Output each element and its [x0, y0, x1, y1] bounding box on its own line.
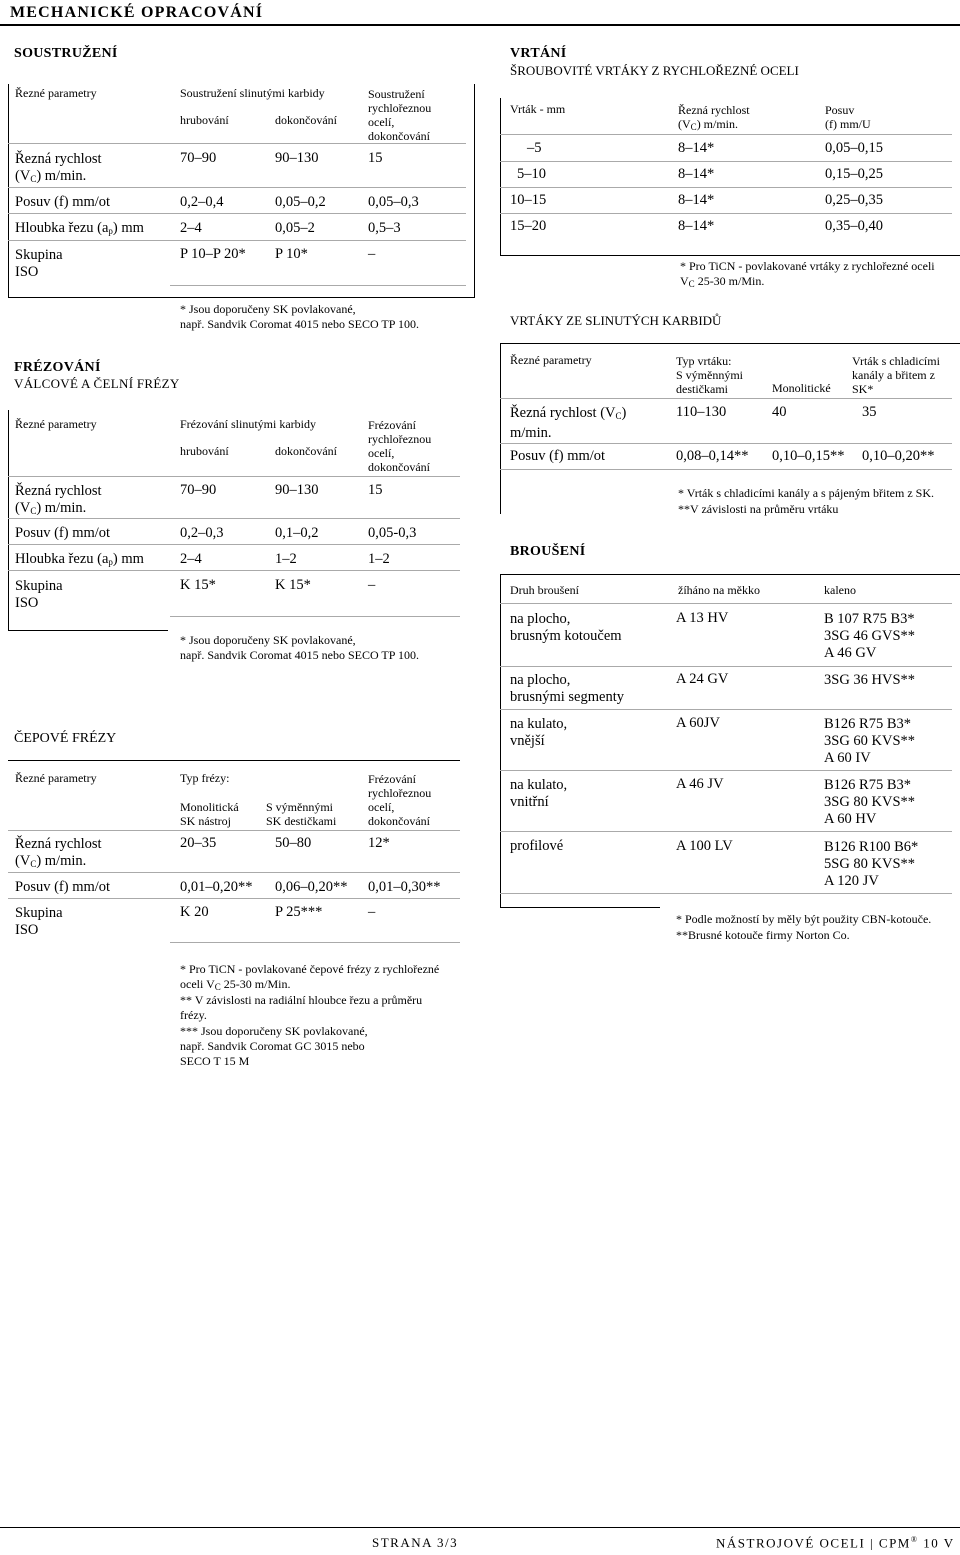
- drilling-row-1-feed: 0,05–0,15: [825, 140, 883, 156]
- turning-depth-finish: 0,05–2: [275, 220, 315, 236]
- turning-header-carbide: Soustružení slinutými karbidy: [180, 86, 325, 100]
- turning-speed-label: Řezná rychlost $(V_C)$ m/min.: [15, 151, 102, 184]
- grinding-row-1-hard: B 107 R75 B3* 3SG 46 GVS** A 46 GV: [824, 611, 916, 661]
- carbide-speed-insert: 110–130: [676, 404, 727, 420]
- endmill-speed-hss: 12*: [368, 835, 390, 851]
- drilling-row-3-feed: 0,25–0,35: [825, 192, 883, 208]
- turning-header-finish: dokončování: [275, 113, 337, 127]
- turning-group-finish: P 10*: [275, 246, 308, 262]
- endmill-header-hss: Frézování rychlořeznou ocelí, dokončování: [368, 772, 432, 828]
- grinding-row-2-hard: 3SG 36 HVS**: [824, 672, 916, 688]
- grinding-row-1-soft: A 13 HV: [676, 610, 729, 626]
- milling-feed-label: Posuv (f) mm/ot: [15, 525, 111, 541]
- milling-subtitle: VÁLCOVÉ A ČELNÍ FRÉZY: [14, 376, 180, 391]
- footer-page-number: STRANA 3/3: [372, 1535, 459, 1550]
- milling-header-params: Řezné parametry: [15, 417, 97, 431]
- grinding-header-soft: žíháno na měkko: [678, 583, 760, 597]
- carbide-speed-label: Řezná rychlost $(V_C)$ m/min.: [510, 405, 627, 441]
- endmill-group-insert: P 25***: [275, 904, 323, 920]
- drilling-subtitle: ŠROUBOVITÉ VRTÁKY Z RYCHLOŘEZNÉ OCELI: [510, 63, 799, 78]
- carbide-feed-label: Posuv (f) mm/ot: [510, 448, 606, 464]
- carbide-speed-cool: 35: [862, 404, 877, 420]
- endmill-header-params: Řezné parametry: [15, 771, 97, 785]
- grinding-header-type: Druh broušení: [510, 583, 579, 597]
- milling-group-hss: –: [368, 577, 376, 593]
- drilling-row-2-speed: 8–14*: [678, 166, 715, 182]
- turning-depth-hss: 0,5–3: [368, 220, 401, 236]
- milling-feed-finish: 0,1–0,2: [275, 525, 319, 541]
- endmill-feed-insert: 0,06–0,20**: [275, 879, 348, 895]
- milling-speed-hss: 15: [368, 482, 383, 498]
- grinding-row-4-soft: A 46 JV: [676, 776, 724, 792]
- drilling-row-4-drill: 15–20: [510, 218, 547, 234]
- turning-speed-rough: 70–90: [180, 150, 217, 166]
- drilling-title: VRTÁNÍ: [510, 46, 567, 61]
- carbide-header-type: Typ vrtáku: S výměnnými destičkami: [676, 354, 744, 396]
- grinding-row-4-hard: B126 R75 B3* 3SG 80 KVS** A 60 HV: [824, 777, 916, 827]
- footer-brand: NÁSTROJOVÉ OCELI | CPM® 10 V: [716, 1535, 955, 1551]
- milling-group-rough: K 15*: [180, 577, 216, 593]
- milling-feed-rough: 0,2–0,3: [180, 525, 224, 541]
- milling-header-carbide: Frézování slinutými karbidy: [180, 417, 316, 431]
- milling-group-finish: K 15*: [275, 577, 311, 593]
- carbide-header-mono: Monolitické: [772, 381, 831, 395]
- turning-speed-hss: 15: [368, 150, 383, 166]
- drilling-header-feed: Posuv (f) mm/U: [825, 103, 871, 131]
- turning-speed-finish: 90–130: [275, 150, 319, 166]
- endmill-group-mono: K 20: [180, 904, 209, 920]
- endmill-header-type: Typ frézy:: [180, 771, 230, 785]
- endmill-note-3: *** Jsou doporučeny SK povlakované, např. Sandvik Coromat GC 3015 nebo SECO T 15 M: [180, 1024, 368, 1068]
- endmill-header-insert: S výměnnými SK destičkami: [266, 800, 337, 828]
- carbide-speed-mono: 40: [772, 404, 787, 420]
- endmill-feed-hss: 0,01–0,30**: [368, 879, 441, 895]
- grinding-row-2-label: na plocho, brusnými segmenty: [510, 672, 624, 705]
- drilling-row-1-speed: 8–14*: [678, 140, 715, 156]
- header-rule: [0, 24, 960, 26]
- endmill-note-2: ** V závislosti na radiální hloubce řezu a průměru frézy.: [180, 993, 423, 1022]
- milling-depth-hss: 1–2: [368, 551, 390, 567]
- milling-header-finish: dokončování: [275, 444, 337, 458]
- grinding-row-3-soft: A 60JV: [676, 715, 720, 731]
- turning-feed-finish: 0,05–0,2: [275, 194, 326, 210]
- drilling-row-4-feed: 0,35–0,40: [825, 218, 883, 234]
- endmill-speed-label: Řezná rychlost $(V_C)$ m/min.: [15, 836, 102, 869]
- drilling-row-3-drill: 10–15: [510, 192, 547, 208]
- carbide-feed-mono: 0,10–0,15**: [772, 448, 845, 464]
- drilling-row-1-drill: –5: [527, 140, 542, 156]
- carbide-note-1: * Vrták s chladicími kanály a s pájeným břitem z SK.: [678, 486, 934, 500]
- carbide-note-2: **V závislosti na průměru vrtáku: [678, 502, 839, 516]
- turning-header-params: Řezné parametry: [15, 86, 97, 100]
- turning-header-hss: Soustružení rychlořeznou ocelí, dokončování: [368, 87, 432, 143]
- endmill-title: ČEPOVÉ FRÉZY: [14, 731, 117, 746]
- turning-group-label: Skupina ISO: [15, 247, 63, 280]
- endmill-feed-mono: 0,01–0,20**: [180, 879, 253, 895]
- grinding-row-5-label: profilové: [510, 838, 564, 854]
- grinding-note-2: **Brusné kotouče firmy Norton Co.: [676, 928, 850, 942]
- milling-title: FRÉZOVÁNÍ: [14, 360, 101, 375]
- grinding-header-hard: kaleno: [824, 583, 856, 597]
- grinding-row-1-label: na plocho, brusným kotoučem: [510, 611, 622, 644]
- turning-feed-label: Posuv (f) mm/ot: [15, 194, 111, 210]
- drilling-row-4-speed: 8–14*: [678, 218, 715, 234]
- endmill-speed-mono: 20–35: [180, 835, 217, 851]
- turning-feed-rough: 0,2–0,4: [180, 194, 224, 210]
- drilling-header-speed: Řezná rychlost $(V_C)$ m/min.: [678, 103, 750, 132]
- turning-title: SOUSTRUŽENÍ: [14, 46, 118, 61]
- carbide-drill-title: VRTÁKY ZE SLINUTÝCH KARBIDŮ: [510, 313, 722, 328]
- grinding-row-5-soft: A 100 LV: [676, 838, 733, 854]
- turning-note: * Jsou doporučeny SK povlakované, např. Sandvik Coromat 4015 nebo SECO TP 100.: [180, 302, 419, 331]
- endmill-feed-label: Posuv (f) mm/ot: [15, 879, 111, 895]
- milling-header-rough: hrubování: [180, 444, 229, 458]
- drilling-row-3-speed: 8–14*: [678, 192, 715, 208]
- drilling-row-2-drill: 5–10: [517, 166, 546, 182]
- grinding-row-2-soft: A 24 GV: [676, 671, 729, 687]
- milling-speed-finish: 90–130: [275, 482, 319, 498]
- endmill-speed-insert: 50–80: [275, 835, 312, 851]
- grinding-note-1: * Podle možností by měly být použity CBN-kotouče.: [676, 912, 932, 926]
- endmill-group-hss: –: [368, 904, 376, 920]
- page-title: MECHANICKÉ OPRACOVÁNÍ: [10, 4, 264, 21]
- grinding-row-4-label: na kulato, vnitřní: [510, 777, 568, 810]
- endmill-note-1: * Pro TiCN - povlakované čepové frézy z rychlořezné oceli $V_C$ 25-30 m/Min.: [180, 962, 440, 992]
- endmill-header-mono: Monolitická SK nástroj: [180, 800, 239, 828]
- milling-depth-rough: 2–4: [180, 551, 202, 567]
- carbide-header-params: Řezné parametry: [510, 353, 592, 367]
- turning-depth-label: Hloubka řezu $(a_p)$ mm: [15, 220, 144, 236]
- milling-speed-label: Řezná rychlost $(V_C)$ m/min.: [15, 483, 102, 516]
- milling-header-hss: Frézování rychlořeznou ocelí, dokončování: [368, 418, 432, 474]
- milling-note: * Jsou doporučeny SK povlakované, např. Sandvik Coromat 4015 nebo SECO TP 100.: [180, 633, 419, 662]
- turning-header-rough: hrubování: [180, 113, 229, 127]
- drilling-header-drill: Vrták - mm: [510, 102, 566, 116]
- endmill-group-label: Skupina ISO: [15, 905, 63, 938]
- drilling-note: * Pro TiCN - povlakované vrtáky z rychlořezné oceli $V_C$ 25-30 m/Min.: [680, 259, 935, 289]
- turning-group-hss: –: [368, 246, 376, 262]
- carbide-feed-insert: 0,08–0,14**: [676, 448, 749, 464]
- milling-depth-finish: 1–2: [275, 551, 297, 567]
- carbide-header-cool: Vrták s chladicími kanály a břitem z SK*: [852, 354, 940, 396]
- carbide-feed-cool: 0,10–0,20**: [862, 448, 935, 464]
- grinding-row-5-hard: B126 R100 B6* 5SG 80 KVS** A 120 JV: [824, 839, 919, 889]
- milling-feed-hss: 0,05-0,3: [368, 525, 417, 541]
- drilling-row-2-feed: 0,15–0,25: [825, 166, 883, 182]
- grinding-row-3-hard: B126 R75 B3* 3SG 60 KVS** A 60 IV: [824, 716, 916, 766]
- turning-feed-hss: 0,05–0,3: [368, 194, 419, 210]
- milling-speed-rough: 70–90: [180, 482, 217, 498]
- turning-depth-rough: 2–4: [180, 220, 202, 236]
- milling-depth-label: Hloubka řezu $(a_p)$ mm: [15, 551, 144, 567]
- grinding-row-3-label: na kulato, vnější: [510, 716, 568, 749]
- milling-group-label: Skupina ISO: [15, 578, 63, 611]
- grinding-title: BROUŠENÍ: [510, 544, 586, 559]
- turning-group-rough: P 10–P 20*: [180, 246, 246, 262]
